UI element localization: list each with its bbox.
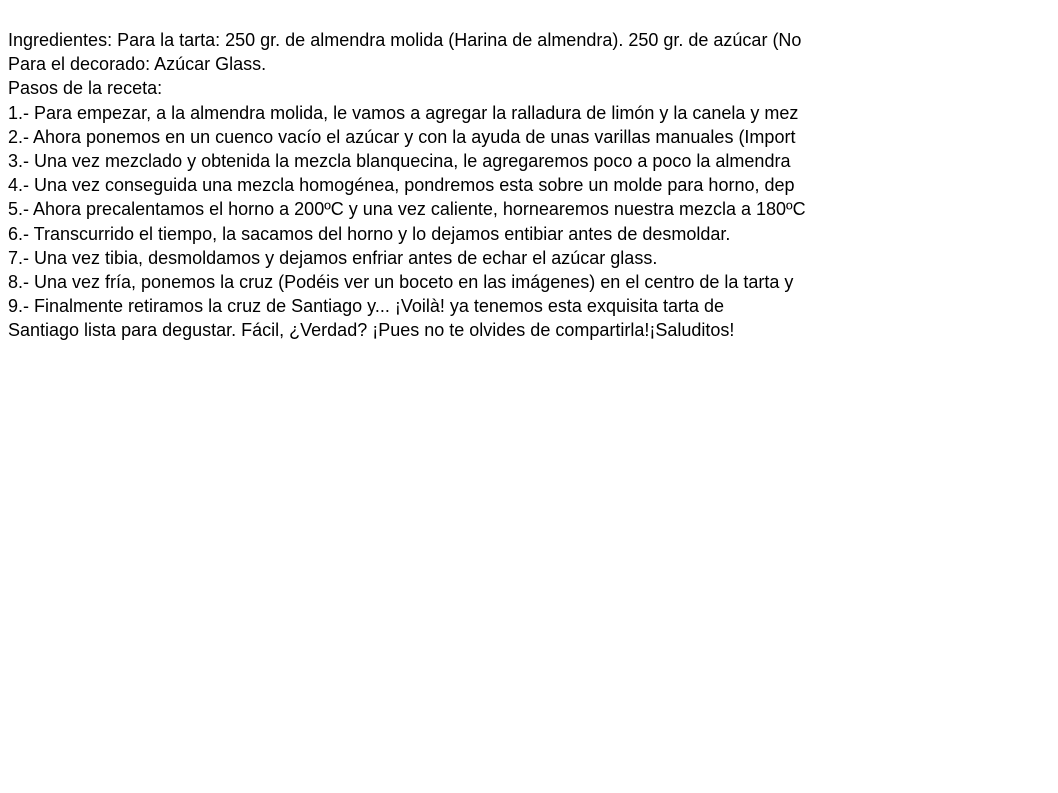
- recipe-step-7: 7.- Una vez tibia, desmoldamos y dejamos enfriar antes de echar el azúcar glass.: [8, 247, 658, 268]
- recipe-step-9: 9.- Finalmente retiramos la cruz de Santiago y... ¡Voilà! ya tenemos esta exquisita tarta de: [8, 296, 725, 317]
- decoration-line: Para el decorado: Azúcar Glass.: [8, 54, 267, 75]
- recipe-document: [8, 28, 1058, 342]
- steps-heading: Pasos de la receta:: [8, 78, 163, 99]
- recipe-step-1: 1.- Para empezar, a la almendra molida, le vamos a agregar la ralladura de limón y la canela y mez: [8, 102, 799, 123]
- recipe-step-5: 5.- Ahora precalentamos el horno a 200ºC y una vez caliente, hornearemos nuestra mezcla a 180ºC: [8, 199, 806, 220]
- recipe-step-6: 6.- Transcurrido el tiempo, la sacamos del horno y lo dejamos entibiar antes de desmoldar.: [8, 223, 731, 244]
- recipe-step-2: 2.- Ahora ponemos en un cuenco vacío el azúcar y con la ayuda de unas varillas manuales (Import: [8, 126, 796, 147]
- recipe-step-4: 4.- Una vez conseguida una mezcla homogénea, pondremos esta sobre un molde para horno, dep: [8, 175, 795, 196]
- closing-line: Santiago lista para degustar. Fácil, ¿Verdad? ¡Pues no te olvides de compartirla!¡Saluditos!: [8, 320, 735, 341]
- recipe-step-8: 8.- Una vez fría, ponemos la cruz (Podéis ver un boceto en las imágenes) en el centro de la tarta y: [8, 271, 794, 292]
- recipe-step-3: 3.- Una vez mezclado y obtenida la mezcla blanquecina, le agregaremos poco a poco la almendra: [8, 150, 791, 171]
- ingredients-line: Ingredientes: Para la tarta: 250 gr. de almendra molida (Harina de almendra). 250 gr. de azúcar (No: [8, 30, 802, 50]
